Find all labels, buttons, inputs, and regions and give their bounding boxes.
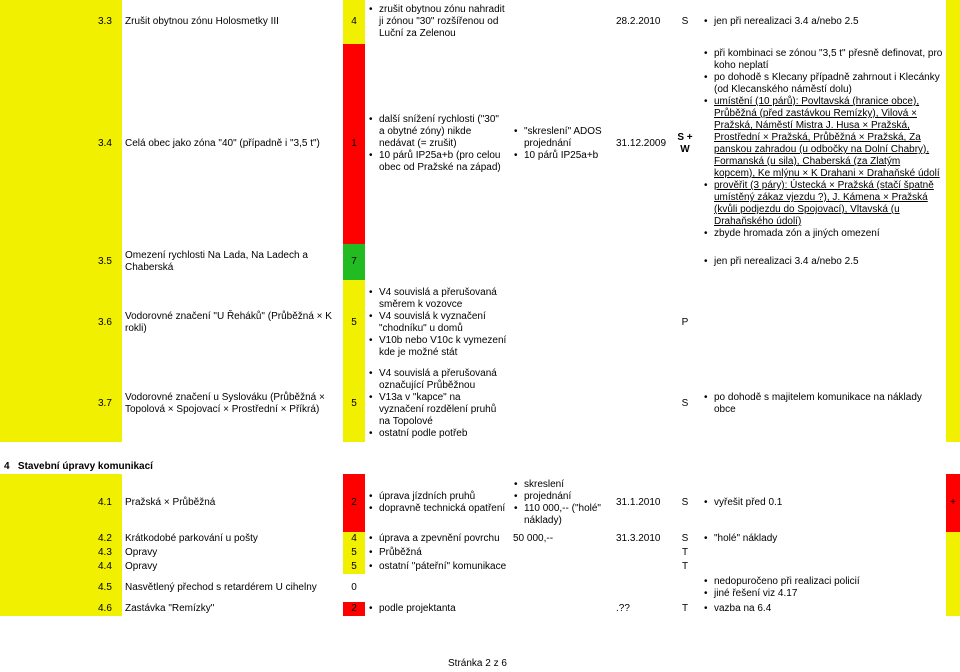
date-cell [613,574,670,602]
table-row [0,574,960,602]
list-item: • jiné řešení viz 4.17 [714,588,943,600]
table-row [0,0,960,44]
notes-cell [700,602,946,616]
date-cell [613,546,670,560]
row-number: 3.4 [0,44,122,244]
importance-cell: 5 [343,366,365,442]
priority-cell: + [946,474,960,532]
measures-cell [365,44,510,244]
list-item: • V4 souvislá a přerušovaná označující Průběžnou [379,368,507,392]
row-description: Zastávka "Remízky" [125,603,215,614]
notes-cell [700,560,946,574]
row-description: Opravy [125,547,158,558]
row-number: 4.3 [0,546,122,560]
responsible-cell: S [681,497,689,508]
list-item: • ostatní "páteřní" komunikace [379,561,507,573]
row-number: 4.5 [0,574,122,602]
list-item: • umístění (10 párů): Povltavská (hranice obce), Průběžná (před zastávkou Remízky), Vilová × Pražská, Náměstí Mistra J. Husa × Pražská, Prostřední × Pražská, Průběžná × Pražská, Za panskou zahradou (u odbočky na Dolní Chabry), Formanská (u sila), Chaberská (za Zlatým kopcem), Ke mlýnu × K Drahani × Drahaňské údolí [714,96,943,180]
measures-cell [365,602,510,616]
date-cell: 28.2.2010 [616,16,661,27]
table-row [0,546,960,560]
list-item: • ostatní podle potřeb [379,428,507,440]
list-item: • jen při nerealizaci 3.4 a/nebo 2.5 [714,256,943,268]
responsible-cell: S + W [677,132,693,155]
measures-cell [365,244,510,280]
measures-cell [365,280,510,366]
list-item: • prověřit (3 páry): Ústecká × Pražská (stačí špatně umístěný zákaz vjezdu ?), J. Kámena × Pražská (kvůli podjezdu do Spojovací), Vltavská (u Drahaňského údolí) [714,180,943,228]
measures-cell [365,574,510,602]
row-description: Vodorovné značení "U Řeháků" (Průběžná × K rokli) [125,311,332,334]
priority-cell [946,0,960,44]
cost-cell [510,602,613,616]
measures-table-section-4 [0,474,960,616]
list-item: • po dohodě s Klecany případně zahrnout i Klecánky (od Klecanského náměstí dolu) [714,72,943,96]
date-cell: .?? [616,603,630,614]
cost-cell [510,546,613,560]
date-cell: 31.3.2010 [616,533,661,544]
responsible-cell [670,244,700,280]
list-item: • po dohodě s majitelem komunikace na náklady obce [714,392,943,416]
list-item: • dopravně technická opatření [379,503,507,515]
row-number: 4.1 [0,474,122,532]
cost-cell [510,0,613,44]
section-number: 4 [4,461,10,472]
table-row [0,602,960,616]
row-description: Zrušit obytnou zónu Holosmetky III [125,16,279,27]
row-description: Celá obec jako zóna "40" (případně i "3,5 t") [125,138,320,149]
cost-cell [510,44,613,244]
table-row [0,560,960,574]
date-cell: 31.1.2010 [616,497,661,508]
priority-cell [946,560,960,574]
list-item: • vyřešit před 0.1 [714,497,943,509]
row-description: Vodorovné značení u Syslováku (Průběžná × Topolová × Spojovací × Prostřední × Příkrá) [125,392,325,415]
list-item: • při kombinaci se zónou "3,5 t" přesně definovat, pro koho neplatí [714,48,943,72]
list-item: • "holé" náklady [714,533,943,545]
list-item: • 110 000,-- ("holé" náklady) [524,503,610,527]
date-cell [613,244,670,280]
notes-cell [700,244,946,280]
date-cell [613,366,670,442]
priority-cell [946,366,960,442]
row-description: Pražská × Průběžná [125,497,216,508]
measures-cell [365,0,510,44]
cost-cell: 50 000,-- [513,533,554,544]
list-item: • úprava a zpevnění povrchu [379,533,507,545]
list-item: • úprava jízdních pruhů [379,491,507,503]
cost-cell [510,574,613,602]
row-number: 4.6 [0,602,122,616]
date-cell: 31.12.2009 [616,138,667,149]
measures-cell [365,366,510,442]
responsible-cell: S [681,533,689,544]
list-item: • další snížení rychlosti ("30" a obytné zóny) nikde nedávat (= zrušit) [379,114,507,150]
responsible-cell: T [681,547,689,558]
table-row [0,44,960,244]
date-cell [613,560,670,574]
importance-cell: 0 [351,582,357,593]
priority-cell [946,532,960,546]
notes-cell [700,44,946,244]
list-item: • 10 párů IP25a+b [524,150,610,162]
row-description: Nasvětlený přechod s retardérem U cihelny [125,582,317,593]
table-row [0,366,960,442]
cost-cell [510,366,613,442]
row-description: Krátkodobé parkování u pošty [125,533,258,544]
measures-cell [365,560,510,574]
importance-cell: 2 [343,474,365,532]
row-number: 3.6 [0,280,122,366]
date-cell [613,280,670,366]
table-row [0,474,960,532]
list-item: • nedopuročeno při realizaci policií [714,576,943,588]
cost-cell [510,244,613,280]
list-item: • zrušit obytnou zónu nahradit ji zónou "30" rozšířenou od Luční za Zelenou [379,4,507,40]
page-footer: Stránka 2 z 6 [448,658,507,669]
importance-cell: 7 [343,244,365,280]
row-number: 3.7 [0,366,122,442]
list-item: • zbyde hromada zón a jiných omezení [714,228,943,240]
list-item: • vazba na 6.4 [714,603,943,615]
importance-cell: 1 [343,44,365,244]
list-item: • projednání [524,491,610,503]
importance-cell: 5 [343,560,365,574]
cost-cell [510,280,613,366]
row-number: 3.3 [0,0,122,44]
table-row [0,244,960,280]
responsible-cell [670,574,700,602]
notes-cell [700,280,946,366]
importance-cell: 4 [343,0,365,44]
section-heading [4,461,153,472]
priority-cell [946,280,960,366]
notes-cell [700,546,946,560]
measures-cell [365,546,510,560]
priority-cell [946,546,960,560]
responsible-cell: P [681,317,689,328]
list-item: • Průběžná [379,547,507,559]
list-item: • "skreslení" ADOS projednání [524,126,610,150]
cost-cell [510,474,613,532]
table-row [0,532,960,546]
priority-cell [946,244,960,280]
cost-cell [510,560,613,574]
list-item: • V10b nebo V10c k vymezení kde je možné stát [379,335,507,359]
importance-cell: 2 [343,602,365,616]
list-item: • podle projektanta [379,603,507,615]
priority-cell [946,602,960,616]
responsible-cell: S [681,16,689,27]
row-number: 4.2 [0,532,122,546]
responsible-cell: T [681,603,689,614]
measures-cell [365,532,510,546]
importance-cell: 5 [343,280,365,366]
row-description: Omezení rychlosti Na Lada, Na Ladech a Chaberská [125,250,308,273]
importance-cell: 5 [343,546,365,560]
responsible-cell: S [681,398,689,409]
list-item: • V13a v "kapce" na vyznačení rozdělení pruhů na Topolové [379,392,507,428]
measures-cell [365,474,510,532]
notes-cell [700,0,946,44]
responsible-cell: T [681,561,689,572]
notes-cell [700,474,946,532]
row-number: 3.5 [0,244,122,280]
importance-cell: 4 [343,532,365,546]
table-row [0,280,960,366]
list-item: • skreslení [524,479,610,491]
notes-cell [700,532,946,546]
notes-cell [700,574,946,602]
list-item: • 10 párů IP25a+b (pro celou obec od Pražské na západ) [379,150,507,174]
section-title: Stavební úpravy komunikací [17,461,153,472]
list-item: • V4 souvislá k vyznačení "chodníku" u domů [379,311,507,335]
row-number: 4.4 [0,560,122,574]
list-item: • jen při nerealizaci 3.4 a/nebo 2.5 [714,16,943,28]
priority-cell [946,574,960,602]
notes-cell [700,366,946,442]
row-description: Opravy [125,561,158,572]
priority-cell [946,44,960,244]
list-item: • V4 souvislá a přerušovaná směrem k vozovce [379,287,507,311]
